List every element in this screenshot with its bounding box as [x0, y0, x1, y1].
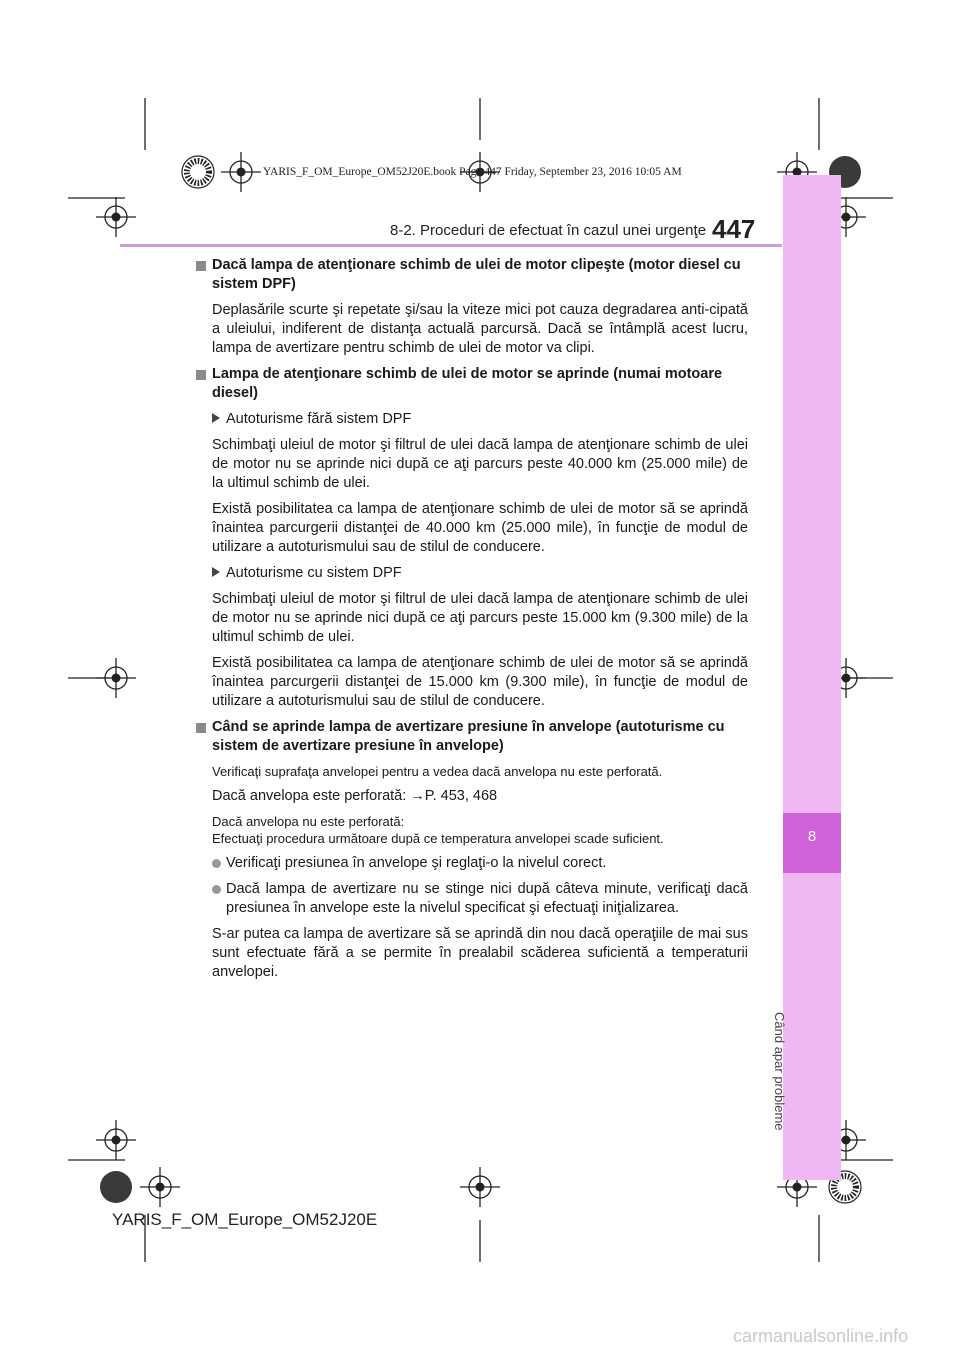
paragraph: Există posibilitatea ca lampa de atenţionare schimb de ulei de motor să se aprindă înaintea parcurgerii distanţei de 15.000 km (9.300 mile), în funcţie de modul de utilizare a autoturismului sau de stilul de conducere.: [212, 655, 748, 709]
print-info: YARIS_F_OM_Europe_OM52J20E.book Page 447 Friday, September 23, 2016 10:05 AM: [263, 166, 682, 178]
section-heading: [212, 365, 748, 403]
header-rule: [120, 244, 782, 247]
chapter-title: Când apar probleme: [772, 1012, 787, 1131]
list-item: [212, 880, 748, 918]
page-number: 447: [712, 214, 756, 244]
subheading-text: Autoturisme cu sistem DPF: [226, 565, 402, 581]
section-heading: [212, 718, 748, 756]
subheading: [212, 410, 748, 429]
page-reference: Dacă anvelopa este perforată: →P. 453, 468: [212, 788, 498, 804]
triangle-bullet-icon: [212, 567, 220, 577]
paragraph: S-ar putea ca lampa de avertizare să se aprindă din nou dacă operaţiile de mai sus sunt efectuate fără a se permite în prealabil scăderea suficientă a temperaturii anvelopei.: [212, 926, 748, 980]
paragraph: Efectuaţi procedura următoare după ce temperatura anvelopei scade suficient.: [212, 831, 664, 846]
triangle-bullet-icon: [212, 413, 220, 423]
section-heading-text: Dacă lampa de atenţionare schimb de ulei de motor clipeşte (motor diesel cu sistem DPF): [212, 257, 741, 292]
paragraph: Există posibilitatea ca lampa de atenţionare schimb de ulei de motor să se aprindă înaintea parcurgerii distanţei de 40.000 km (25.000 mile), în funcţie de modul de utilizare a autoturismului sau de stilul de conducere.: [212, 501, 748, 555]
list-item: [212, 854, 748, 873]
paragraph: Schimbaţi uleiul de motor şi filtrul de ulei dacă lampa de atenţionare schimb de ulei de motor nu se aprinde nici după ce aţi parcurs peste 40.000 km (25.000 mile) de la ultimul schimb de ulei.: [212, 437, 748, 491]
paragraph: Deplasările scurte şi repetate şi/sau la viteze mici pot cauza degradarea anti-cipată a uleiului, indiferent de distanţa actuală parcursă. Dacă se întâmplă acest lucru, lampa de avertizare pentru schimb de ulei de motor va clipi.: [212, 302, 748, 356]
section-heading-text: Lampa de atenţionare schimb de ulei de motor se aprinde (numai motoare diesel): [212, 366, 723, 401]
list-item-text: Dacă lampa de avertizare nu se stinge nici după câteva minute, verificaţi dacă presiunea în anvelope este la nivelul specificat şi efectuaţi iniţializarea.: [226, 881, 748, 916]
section-header-title: 8-2. Proceduri de efectuat în cazul unei urgenţe: [390, 222, 707, 239]
square-bullet-icon: [196, 370, 206, 380]
square-bullet-icon: [196, 723, 206, 733]
square-bullet-icon: [196, 261, 206, 271]
page-content: [212, 256, 748, 989]
paragraph: Dacă anvelopa nu este perforată:: [212, 814, 405, 829]
subheading: [212, 564, 748, 583]
section-heading-text: Când se aprinde lampa de avertizare presiune în anvelope (autoturisme cu sistem de avertizare presiune în anvelope): [212, 719, 725, 754]
chapter-side-tab: [783, 175, 841, 1180]
round-bullet-icon: [212, 885, 221, 894]
watermark: carmanualsonline.info: [733, 1326, 909, 1346]
section-heading: [212, 256, 748, 294]
subheading-text: Autoturisme fără sistem DPF: [226, 411, 412, 427]
round-bullet-icon: [212, 859, 221, 868]
paragraph: Schimbaţi uleiul de motor şi filtrul de ulei dacă lampa de atenţionare schimb de ulei de motor nu se aprinde nici după ce aţi parcurs peste 15.000 km (9.300 mile) de la ultimul schimb de ulei.: [212, 591, 748, 645]
footer-document-code: YARIS_F_OM_Europe_OM52J20E: [112, 1210, 378, 1229]
chapter-number: 8: [807, 828, 817, 845]
list-item-text: Verificaţi presiunea în anvelope şi reglaţi-o la nivelul corect.: [226, 855, 607, 871]
paragraph: Verificaţi suprafaţa anvelopei pentru a vedea dacă anvelopa nu este perforată.: [212, 764, 663, 779]
